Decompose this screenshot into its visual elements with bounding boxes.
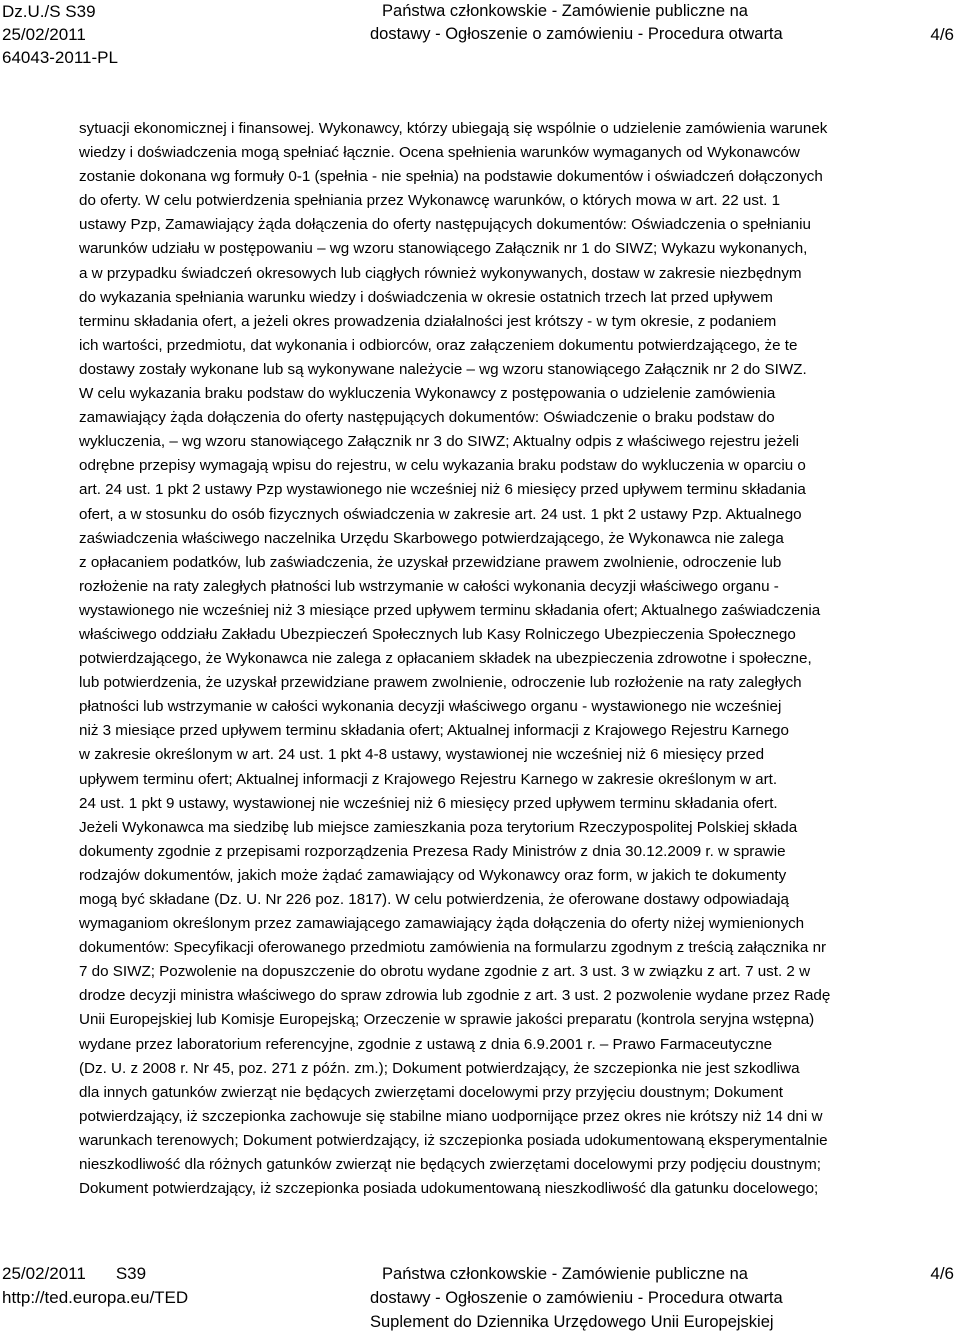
body-text-line: (Dz. U. z 2008 r. Nr 45, poz. 271 z późn. zm.); Dokument potwierdzający, że szczepionka nie jest szkodliwa: [79, 1059, 800, 1077]
body-text-line: rodzajów dokumentów, jakich może żądać zamawiający od Wykonawcy oraz form, w jakich te dokumenty: [79, 866, 787, 884]
header-notice-number: 64043-2011-PL: [2, 48, 118, 67]
body-text-line: do wykazania spełniania warunku wiedzy i doświadczenia w okresie ostatnich trzech lat przed upływem: [79, 288, 773, 306]
body-text-line: wykluczenia, – wg wzoru stanowiącego Załącznik nr 3 do SIWZ; Aktualny odpis z właściwego rejestru jeżeli: [79, 433, 800, 451]
body-text-line: art. 24 ust. 1 pkt 2 ustawy Pzp wystawionego nie wcześniej niż 6 miesięcy przed upływem terminu składania: [79, 481, 806, 499]
footer-date-line: [2, 1262, 188, 1286]
document-body: [79, 117, 955, 1201]
body-text-line: odrębne przepisy wymagają wpisu do rejestru, w celu wykazania braku podstaw do wykluczenia w oparciu o: [79, 457, 806, 475]
header-center-block: [370, 0, 783, 46]
body-text-line: dokumenty zgodnie z przepisami rozporządzenia Prezesa Rady Ministrów z dnia 30.12.2009 r. w sprawie: [79, 842, 786, 860]
body-text-line: warunków udziału w postępowaniu – wg wzoru stanowiącego Załącznik nr 1 do SIWZ; Wykazu wykonanych,: [79, 240, 808, 258]
header-date: 25/02/2011: [2, 25, 86, 44]
body-text-line: ofert, a w stosunku do osób fizycznych oświadczenia w zakresie art. 24 ust. 1 pkt 2 ustawy Pzp. Aktualnego: [79, 505, 802, 523]
body-text-line: ich wartości, przedmiotu, dat wykonania i odbiorców, oraz załączeniem dokumentu potwierdzającego, że te: [79, 336, 798, 354]
header-title-line-2: dostawy - Ogłoszenie o zamówieniu - Procedura otwarta: [370, 25, 783, 43]
body-text-line: drodze decyzji ministra właściwego do spraw zdrowia lub zgodnie z art. 3 ust. 2 pozwolenie wydane przez Radę: [79, 987, 831, 1005]
footer-series: S39: [115, 1264, 147, 1283]
body-text-line: niż 3 miesiące przed upływem terminu składania ofert; Aktualnej informacji z Krajowego Rejestru Karnego: [79, 722, 789, 740]
body-text-line: Unii Europejskiej lub Komisje Europejską; Orzeczenie w sprawie jakości preparatu (kontrola seryjna wstępna): [79, 1011, 815, 1029]
body-text-line: zostanie dokonana wg formuły 0-1 (spełnia - nie spełnia) na podstawie dokumentów i oświadczeń dołączonych: [79, 168, 823, 186]
body-text-line: 24 ust. 1 pkt 9 ustawy, wystawionej nie wcześniej niż 6 miesięcy przed upływem terminu składania ofert.: [79, 794, 778, 812]
body-text-line: rozłożenie na raty zaległych płatności lub wstrzymanie w całości wykonania decyzji właściwego organu -: [79, 577, 779, 595]
footer-left-block: [2, 1262, 188, 1310]
body-text-line: upływem terminu ofert; Aktualnej informacji z Krajowego Rejestru Karnego w zakresie określonym w art.: [79, 770, 778, 788]
body-text-line: sytuacji ekonomicznej i finansowej. Wykonawcy, którzy ubiegają się wspólnie o udzielenie zamówienia warunek: [79, 120, 828, 137]
body-text-line: warunkach terenowych; Dokument potwierdzający, iż szczepionka posiada udokumentowaną eksperymentalnie: [79, 1131, 828, 1149]
body-text-line: do oferty. W celu potwierdzenia spełniania przez Wykonawcę warunków, o których mowa w art. 22 ust. 1: [79, 192, 781, 210]
footer-title-line-1: Państwa członkowskie - Zamówienie publiczne na: [382, 1265, 748, 1283]
header-title-line-1: Państwa członkowskie - Zamówienie publiczne na: [382, 2, 748, 20]
footer-center-block: [370, 1262, 783, 1334]
body-text-line: W celu wykazania braku podstaw do wykluczenia Wykonawcy z postępowania o udzielenie zamówienia: [79, 385, 776, 403]
header-left-block: [2, 0, 118, 69]
body-text-line: wiedzy i doświadczenia mogą spełniać łącznie. Ocena spełnienia warunków wymaganych od Wykonawców: [79, 144, 800, 162]
footer-date: 25/02/2011: [2, 1264, 86, 1283]
body-text-line: zaświadczenia właściwego naczelnika Urzędu Skarbowego potwierdzającego, że Wykonawca nie zalega: [79, 529, 784, 547]
body-text-line: dla innych gatunków zwierząt nie będących zwierzętami docelowymi przy przyjęciu doustnym; Dokument: [79, 1083, 783, 1101]
body-text-line: z opłacaniem podatków, lub zaświadczenia, że uzyskał przewidziane prawem zwolnienie, odroczenie lub: [79, 553, 782, 571]
page-header: [0, 0, 960, 70]
footer-url: http://ted.europa.eu/TED: [2, 1288, 189, 1307]
body-text-line: Dokument potwierdzający, iż szczepionka posiada udokumentowaną nieszkodliwość dla gatunku docelowego;: [79, 1180, 819, 1198]
body-text-line: wymaganiom określonym przez zamawiającego zamawiający żąda dołączenia do oferty niżej wymienionych: [79, 915, 805, 933]
header-page-number: 4/6: [930, 25, 954, 44]
footer-title-line-2: dostawy - Ogłoszenie o zamówieniu - Procedura otwarta: [370, 1289, 783, 1307]
body-text-line: potwierdzający, iż szczepionka zachowuje się stabilne miano uodpornijące przez okres nie krótszy niż 14 dni w: [79, 1107, 823, 1125]
page-footer: [0, 1262, 960, 1334]
body-text-line: właściwego oddziału Zakładu Ubezpieczeń Społecznych lub Kasy Rolniczego Ubezpieczenia Społecznego: [79, 625, 796, 643]
body-text-line: a w przypadku świadczeń okresowych lub ciągłych również wykonywanych, dostaw w zakresie niezbędnym: [79, 264, 802, 282]
body-text-line: mogą być składane (Dz. U. Nr 226 poz. 1817). W celu potwierdzenia, że oferowane dostawy odpowiadają: [79, 891, 789, 908]
body-text-line: terminu składania ofert, a jeżeli okres prowadzenia działalności jest krótszy - w tym okresie, z podaniem: [79, 312, 777, 330]
body-text-line: w zakresie określonym w art. 24 ust. 1 pkt 4-8 ustawy, wystawionej nie wcześniej niż 6 miesięcy przed: [79, 746, 765, 764]
body-text-line: wystawionego nie wcześniej niż 3 miesiące przed upływem terminu składania ofert; Aktualnego zaświadczenia: [79, 601, 821, 619]
body-text-line: dostawy zostały wykonane lub są wykonywane należycie – wg wzoru stanowiącego Załącznik nr 2 do SIWZ.: [79, 360, 807, 378]
body-text-line: nieszkodliwość dla różnych gatunków zwierząt nie będących zwierzętami docelowymi przy podjęciu doustnym;: [79, 1156, 821, 1174]
header-journal-ref: Dz.U./S S39: [2, 2, 96, 21]
body-text-line: wydane przez laboratorium referencyjne, zgodnie z ustawą z dnia 6.9.2001 r. – Prawo Farmaceutyczne: [79, 1035, 773, 1053]
body-text-line: zamawiający żąda dołączenia do oferty następujących dokumentów: Oświadczenie o braku podstaw do: [79, 409, 775, 427]
body-text-line: Jeżeli Wykonawca ma siedzibę lub miejsce zamieszkania poza terytorium Rzeczypospolitej Polskiej składa: [79, 818, 798, 836]
body-text-line: płatności lub wstrzymanie w całości wykonania decyzji właściwego organu - wystawionego nie wcześniej: [79, 698, 782, 716]
body-text-line: potwierdzającego, że Wykonawca nie zalega z opłacaniem składek na ubezpieczenia zdrowotne i społeczne,: [79, 650, 812, 668]
body-text-line: 7 do SIWZ; Pozwolenie na dopuszczenie do obrotu wydane zgodnie z art. 3 ust. 3 w związku z art. 7 ust. 2 w: [79, 963, 811, 981]
body-text-line: ustawy Pzp, Zamawiający żąda dołączenia do oferty następujących dokumentów: Oświadczenia o spełnianiu: [79, 216, 811, 234]
body-text-line: dokumentów: Specyfikacji oferowanego przedmiotu zamówienia na formularzu zgodnym z treścią załącznika nr: [79, 939, 827, 957]
footer-supplement: Suplement do Dziennika Urzędowego Unii Europejskiej: [370, 1313, 774, 1331]
footer-page-number: 4/6: [930, 1264, 954, 1283]
body-text-line: lub potwierdzenia, że uzyskał przewidziane prawem zwolnienie, odroczenie lub rozłożenie na raty zaległych: [79, 674, 802, 692]
